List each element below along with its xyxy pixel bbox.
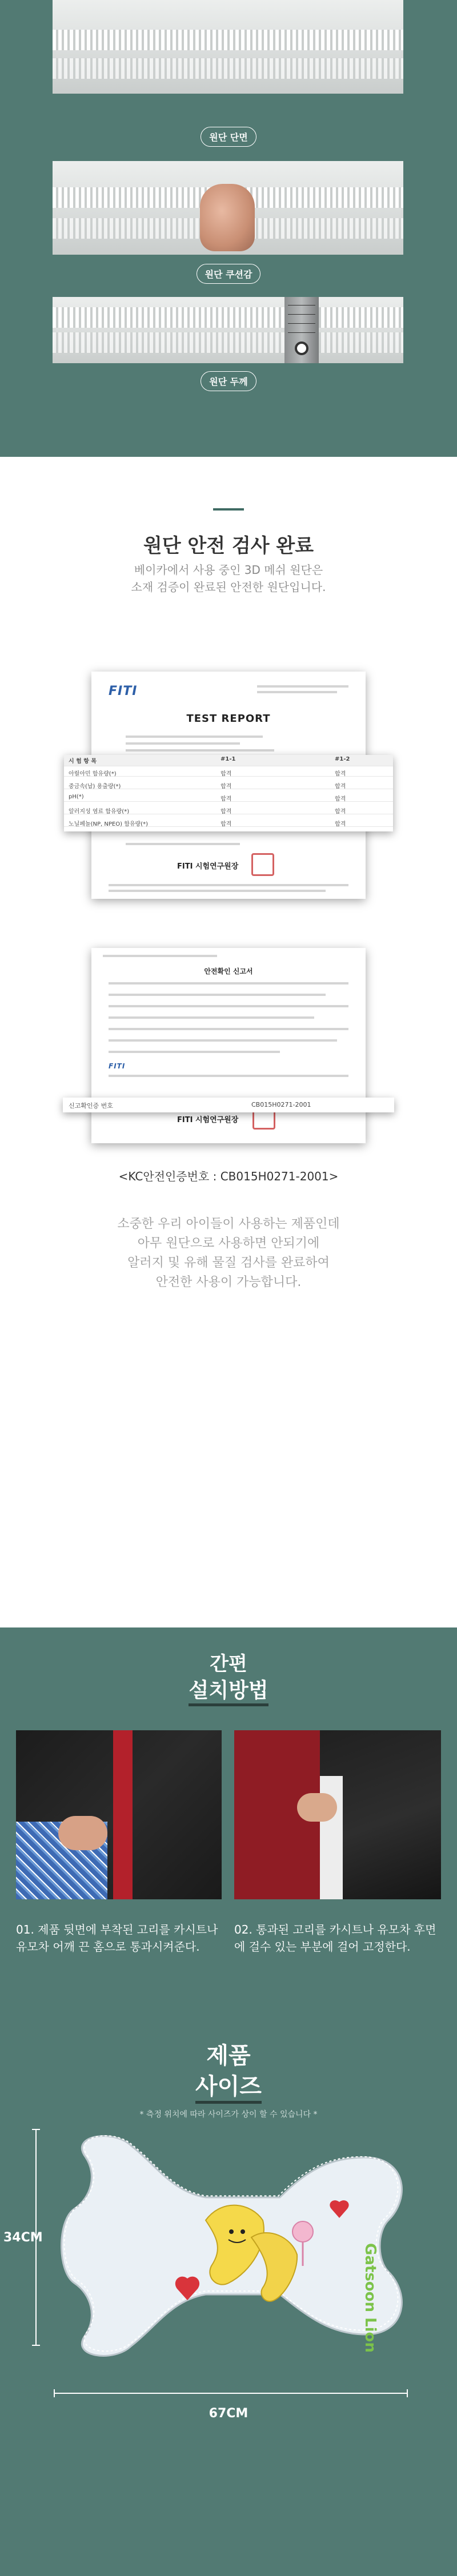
candy-icon [292,2221,313,2242]
ruler-hole [295,341,308,355]
table-row: 아릴아민 함유량(*) 합격 합격 [64,767,393,777]
install-step2-photo [234,1730,441,1899]
institute-name: FITI 시험연구원장 [177,1116,239,1124]
safety-paragraph-line: 소중한 우리 아이들이 사용하는 제품인데 [117,1217,340,1231]
install-section [0,1627,457,2038]
seal-stamp [251,853,274,876]
safety-subtitle: 베이카에서 사용 중인 3D 메쉬 원단은 [134,563,323,577]
certificate-number-value: CB015H0271-2001 [251,1101,311,1108]
strap-image [113,1730,133,1899]
certificate-number-label: 신고확인증 번호 [69,1102,113,1110]
safety-paragraph-line: 알러지 및 유해 물질 검사를 완료하여 [127,1256,330,1270]
size-subtitle: 사이즈 [0,2068,457,2101]
install-subtitle: 설치방법 [0,1674,457,1703]
install-step1-photo [16,1730,222,1899]
safety-subtitle: 소재 검증이 완료된 안전한 원단입니다. [131,580,326,594]
fabric-caption: 원단 두께 [0,371,457,391]
report-title: TEST REPORT [186,713,271,725]
size-section [0,2038,457,2576]
fabric-thickness-photo [53,297,403,363]
test-results-table [64,755,393,831]
fabric-section-photo [53,0,403,94]
table-row: 알러지성 염료 함유량(*) 합격 합격 [64,805,393,814]
mesh-layer [53,30,403,50]
width-dimension-label: 67CM [209,2406,248,2421]
fabric-caption: 원단 쿠션감 [0,264,457,284]
fabric-cushion-photo [53,161,403,255]
fiti-logo: FITI [109,684,138,698]
certificate-heading: 안전확인 신고서 [204,967,253,975]
table-row: 중금속(납) 용출량(*) 합격 합격 [64,780,393,789]
certificate-number-strip [63,1098,394,1112]
institute-name: FITI 시험연구원장 [177,862,239,871]
size-title: 제품 [206,2043,251,2069]
fiti-logo: FITI [109,1062,126,1070]
hand-image [58,1816,107,1850]
safety-paragraph-line: 안전한 사용이 가능합니다. [155,1275,302,1289]
table-row: 노닐페놀(NP, NPEO) 함유량(*) 합격 합격 [64,818,393,827]
ruler-image [284,297,319,363]
height-dimension-label: 34CM [3,2231,43,2245]
fabric-caption: 원단 단면 [0,127,457,147]
product-pad-image [34,2123,423,2369]
width-dimension-line [54,2393,408,2394]
install-step1-text: 01. 제품 뒷면에 부착된 고리를 카시트나 유모차 어깨 끈 홈으로 통과시켜준다. [16,1923,218,1954]
mesh-layer [53,332,403,353]
hand-image [297,1793,337,1822]
size-note: * 측정 위치에 따라 사이즈가 상이 할 수 있습니다 * [139,2110,318,2119]
table-header: 시 험 항 목 #1-1 #1-2 [64,755,393,766]
product-brand-text: Gatsoon Lion [362,2243,379,2353]
mesh-layer [53,307,403,328]
mesh-layer [53,58,403,79]
safety-section [0,457,457,1627]
install-step2-text: 02. 통과된 고리를 카시트나 유모차 후면에 걸수 있는 부분에 걸어 고정한다. [234,1923,436,1954]
certificate-document [91,948,366,1143]
safety-title: 원단 안전 검사 완료 [143,535,314,557]
accent-bar [213,508,244,511]
install-title: 간편 [210,1653,247,1675]
table-row: pH(*) 합격 합격 [64,793,393,802]
hand-image [200,184,255,251]
kc-certification-label: <KC안전인증번호 : CB015H0271-2001> [118,1170,339,1183]
fabric-section [0,0,457,457]
safety-paragraph-line: 아무 원단으로 사용하면 안되기에 [137,1236,320,1251]
